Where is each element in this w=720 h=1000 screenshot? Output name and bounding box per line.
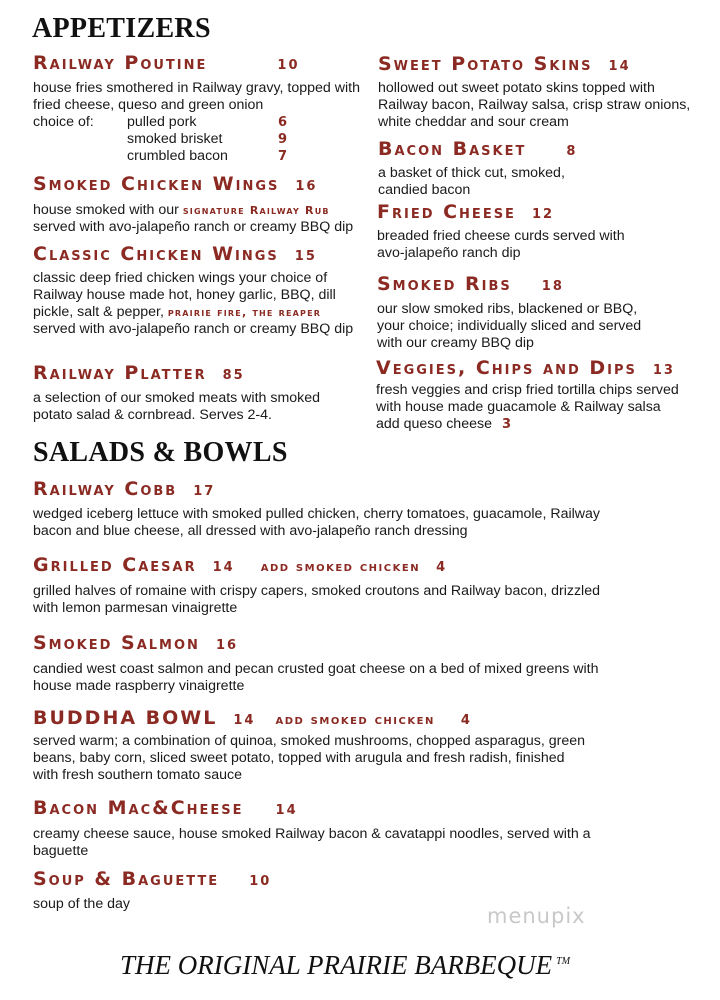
watermark-text: menupix [487, 904, 586, 928]
choice-row: crumbled bacon 7 [127, 148, 289, 164]
item-price: 85 [222, 368, 245, 383]
item-description: served warm; a combination of quinoa, smoked mushrooms, chopped asparagus, green beans, baby corn, sliced sweet potato, topped with arugula and fresh radish, finished with fresh southern tomato sauce [33, 733, 586, 783]
item-title: Railway Poutine 10 [33, 52, 300, 74]
item-price: 12 [531, 207, 555, 222]
item-title: Classic Chicken Wings 15 [33, 243, 317, 265]
item-title: Veggies, Chips and Dips 13 [376, 357, 675, 379]
item-title: Railway Cobb 17 [33, 478, 216, 500]
choice-row: smoked brisket 9 [127, 131, 289, 147]
add-on-price: 4 [436, 560, 448, 575]
item-description: our slow smoked ribs, blackened or BBQ, your choice; individually sliced and served with our creamy BBQ dip [377, 301, 642, 351]
item-description: hollowed out sweet potato skins topped with Railway bacon, Railway salsa, crisp straw onions, white cheddar and sour cream [378, 80, 691, 130]
item-price: 8 [566, 144, 578, 159]
item-title: Grilled Caesar 14 add smoked chicken 4 [33, 554, 448, 576]
item-price: 14 [212, 560, 235, 575]
item-title: Fried Cheese 12 [377, 201, 555, 223]
choice-row: choice of: pulled pork 6 [33, 114, 289, 130]
item-price: 18 [541, 279, 564, 294]
menu-item-sweet-potato-skins [378, 53, 698, 131]
item-description: house smoked with our signature Railway Rub served with avo-jalapeño ranch or creamy BBQ dip [33, 202, 354, 235]
item-price: 14 [275, 803, 298, 818]
appetizers-heading: APPETIZERS [32, 13, 211, 44]
item-add-on: add smoked chicken [260, 559, 421, 575]
item-title: Sweet Potato Skins 14 [378, 53, 631, 75]
menu-item-veggies-chips-dips [376, 357, 706, 433]
footer-tagline: THE ORIGINAL PRAIRIE BARBEQUE ™ [120, 950, 571, 980]
menu-item-railway-poutine [33, 52, 373, 165]
menu-item-smoked-ribs [377, 273, 667, 352]
item-title: Bacon Mac&Cheese 14 [33, 797, 298, 819]
add-on-price: 4 [460, 713, 472, 728]
item-description: fresh veggies and crisp fried tortilla chips served with house made guacamole & Railway salsa [376, 382, 679, 415]
item-description: wedged iceberg lettuce with smoked pulled chicken, cherry tomatoes, guacamole, Railway bacon and blue cheese, all dressed with avo-jalapeño ranch dressing [33, 506, 601, 539]
item-price: 14 [233, 713, 256, 728]
item-price: 16 [215, 638, 239, 653]
menu-item-railway-cobb [33, 478, 613, 540]
item-title: Soup & Baguette 10 [33, 868, 272, 890]
item-description: soup of the day [33, 896, 131, 912]
item-title: Smoked Ribs 18 [377, 273, 564, 295]
item-title: Railway Platter 85 [33, 362, 245, 384]
item-add-on: add smoked chicken [275, 712, 435, 728]
item-description: candied west coast salmon and pecan crusted goat cheese on a bed of mixed greens with house made raspberry vinaigrette [33, 661, 599, 694]
item-description: house fries smothered in Railway gravy, topped with fried cheese, queso and green onion [33, 80, 360, 113]
item-title: Smoked Salmon 16 [33, 632, 239, 654]
item-addon: add queso cheese 3 [376, 416, 513, 432]
menu-item-railway-platter [33, 362, 353, 424]
item-title: Smoked Chicken Wings 16 [33, 173, 318, 195]
item-description: breaded fried cheese curds served with avo-jalapeño ranch dip [377, 228, 625, 261]
menu-item-fried-cheese [377, 201, 647, 262]
item-description: a selection of our smoked meats with smoked potato salad & cornbread. Serves 2-4. [33, 390, 321, 423]
item-title: BUDDHA BOWL 14 add smoked chicken 4 [33, 707, 472, 729]
trademark-mark: TM [556, 956, 571, 967]
menu-item-bacon-basket [378, 138, 598, 199]
item-price: 15 [294, 249, 317, 264]
item-title: Bacon Basket 8 [378, 138, 578, 160]
menu-item-grilled-caesar [33, 554, 613, 617]
menu-item-smoked-salmon [33, 632, 613, 695]
item-description: grilled halves of romaine with crispy capers, smoked croutons and Railway bacon, drizzled with lemon parmesan vinaigrette [33, 583, 600, 616]
menu-item-bacon-mac-cheese [33, 797, 613, 860]
item-description: creamy cheese sauce, house smoked Railway bacon & cavatappi noodles, served with a baguette [33, 826, 591, 859]
item-price: 16 [295, 179, 318, 194]
menu-item-smoked-wings [33, 173, 373, 236]
menu-item-buddha-bowl [33, 707, 593, 784]
item-description: a basket of thick cut, smoked, candied bacon [378, 165, 565, 198]
item-price: 17 [193, 484, 216, 499]
item-price: 14 [608, 59, 631, 74]
salads-bowls-heading: SALADS & BOWLS [33, 437, 288, 468]
item-price: 13 [652, 363, 675, 378]
item-description: classic deep fried chicken wings your choice of Railway house made hot, honey garlic, BBQ, dill pickle, salt & pepper, prairie fire, the reaper served with avo-jalapeño ranch or creamy BBQ dip [33, 270, 354, 337]
item-price: 10 [249, 874, 272, 889]
item-price: 10 [277, 58, 300, 73]
menu-item-classic-wings [33, 243, 363, 338]
